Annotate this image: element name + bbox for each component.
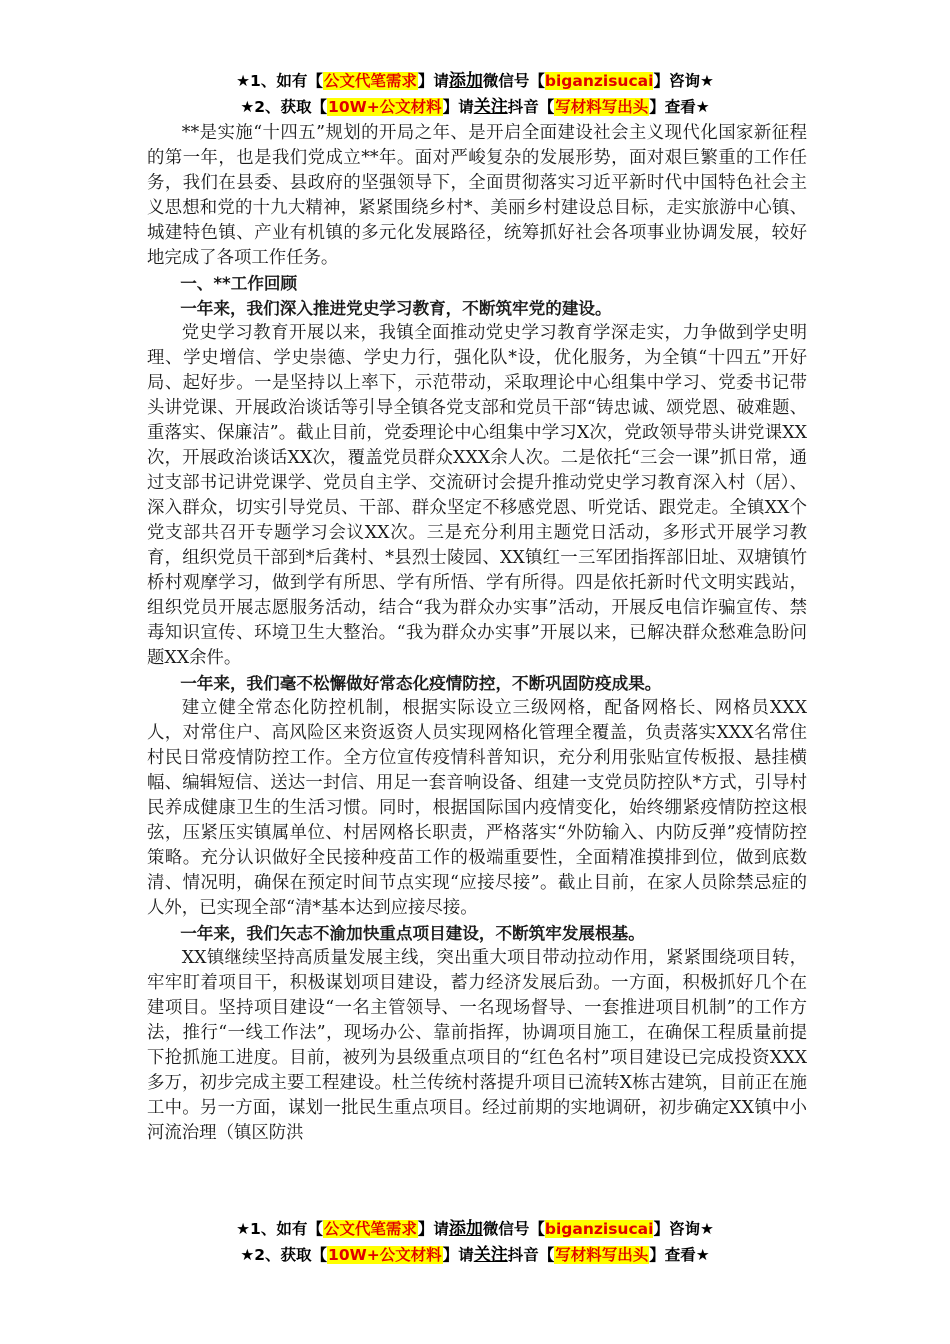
subheading-epidemic: 一年来，我们毫不松懈做好常态化疫情防控，不断巩固防疫成果。	[180, 674, 662, 693]
subheading-party-history: 一年来，我们深入推进党史学习教育，不断筑牢党的建设。	[180, 299, 612, 318]
top-banner	[0, 68, 950, 120]
banner-highlight-materials: 10W+公文材料	[328, 1246, 442, 1264]
paragraph-projects: XX镇继续坚持高质量发展主线，突出重大项目带动拉动作用，紧紧围绕项目转，牢牢盯着项目干，积极谋划项目建设，蓄力经济发展后劲。一方面，积极抓好几个在建项目。坚持项目建设“一名主管领导、一名现场督导、一套推进项目机制”的工作方法，推行“一线工作法”，现场办公、靠前指挥，协调项目施工，在确保工程质量前提下抢抓施工进度。目前，被列为县级重点项目的“红色名村”项目建设已完成投资XXX多万，初步完成主要工程建设。杜兰传统村落提升项目已流转X栋古建筑，目前正在施工中。另一方面，谋划一批民生重点项目。经过前期的实地调研，初步确定XX镇中小河流治理（镇区防洪	[147, 948, 807, 1143]
banner-highlight-materials: 10W+公文材料	[328, 98, 442, 116]
banner-douyin-id: 写材料写出头	[555, 1246, 649, 1264]
bottom-banner	[0, 1216, 950, 1268]
banner-line-1: ★1、如有【公文代笔需求】请添加微信号【biganzisucai】咨询★	[236, 1219, 714, 1239]
banner-douyin-id: 写材料写出头	[555, 98, 649, 116]
paragraph-party-history: 党史学习教育开展以来，我镇全面推动党史学习教育学深走实，力争做到学史明理、学史增信、学史崇德、学史力行，强化队*设，优化服务，为全镇“十四五”开好局、起好步。一是坚持以上率下，示范带动，采取理论中心组集中学习、党委书记带头讲党课、开展政治谈话等引导全镇各党支部和党员干部“铸忠诚、颂党恩、破难题、重落实、保廉洁”。截止目前，党委理论中心组集中学习X次，党政领导带头讲党课XX次，开展政治谈话XX次，覆盖党员群众XXX余人次。二是依托“三会一课”抓日常，通过支部书记讲党课学、党员自主学、交流研讨会提升推动党史学习教育深入村（居）、深入群众，切实引导党员、干部、群众坚定不移感党恩、听党话、跟党走。全镇XX个党支部共召开专题学习会议XX次。三是充分利用主题党日活动，多形式开展学习教育，组织党员干部到*后龚村、*县烈士陵园、XX镇红一三军团指挥部旧址、双塘镇竹桥村观摩学习，做到学有所思、学有所悟、学有所得。四是依托新时代文明实践站，组织党员开展志愿服务活动，结合“我为群众办实事”活动，开展反电信诈骗宣传、禁毒知识宣传、环境卫生大整治。“我为群众办实事”开展以来，已解决群众愁难急盼问题XX余件。	[147, 323, 807, 668]
banner-line-2: ★2、获取【10W+公文材料】请关注抖音【写材料写出头】查看★	[240, 1245, 710, 1265]
banner-wechat-id: biganzisucai	[544, 72, 654, 90]
subheading-projects: 一年来，我们矢志不渝加快重点项目建设，不断筑牢发展根基。	[180, 924, 645, 943]
document-body	[147, 121, 807, 1146]
banner-line-2: ★2、获取【10W+公文材料】请关注抖音【写材料写出头】查看★	[240, 97, 710, 117]
intro-paragraph: **是实施“十四五”规划的开局之年、是开启全面建设社会主义现代化国家新征程的第一年，也是我们党成立**年。面对严峻复杂的发展形势，面对艰巨繁重的工作任务，我们在县委、县政府的坚强领导下，全面贯彻落实习近平新时代中国特色社会主义思想和党的十九大精神，紧紧围绕乡村*、美丽乡村建设总目标，走实旅游中心镇、城建特色镇、产业有机镇的多元化发展路径，统筹抓好社会各项事业协调发展，较好地完成了各项工作任务。	[147, 123, 807, 268]
banner-highlight-service: 公文代笔需求	[323, 72, 417, 90]
banner-highlight-service: 公文代笔需求	[323, 1220, 417, 1238]
paragraph-epidemic: 建立健全常态化防控机制，根据实际设立三级网格，配备网格长、网格员XXX人，对常住户、高风险区来资返资人员实现网格化管理全覆盖，负责落实XXX名常住村民日常疫情防控工作。全方位宣传疫情科普知识，充分利用张贴宣传板报、悬挂横幅、编辑短信、送达一封信、用足一套音响设备、组建一支党员防控队*方式，引导村民养成健康卫生的生活习惯。同时，根据国际国内疫情变化，始终绷紧疫情防控这根弦，压紧压实镇属单位、村居网格长职责，严格落实“外防输入、内防反弹”疫情防控策略。充分认识做好全民接种疫苗工作的极端重要性，全面精准摸排到位，做到底数清、情况明，确保在预定时间节点实现“应接尽接”。截止目前，在家人员除禁忌症的人外，已实现全部“清*基本达到应接尽接。	[147, 698, 807, 918]
banner-wechat-id: biganzisucai	[544, 1220, 654, 1238]
section-heading: 一、**工作回顾	[180, 274, 298, 293]
banner-line-1: ★1、如有【公文代笔需求】请添加微信号【biganzisucai】咨询★	[236, 71, 714, 91]
